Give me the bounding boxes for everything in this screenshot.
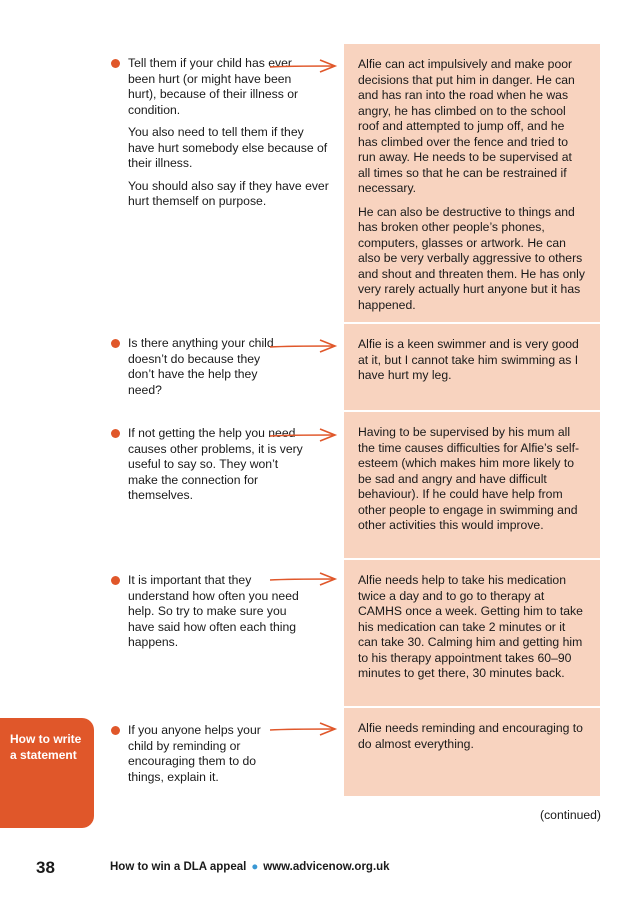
arrow-right-icon xyxy=(268,58,338,74)
bullet-icon xyxy=(111,576,120,585)
page-footer xyxy=(0,858,638,878)
example-paragraph: Alfie is a keen swimmer and is very good at it, but I cannot take him swimming as I have hurt my leg. xyxy=(358,337,579,382)
example-box xyxy=(344,708,600,796)
tip-text xyxy=(128,336,278,405)
arrow-right-icon xyxy=(268,721,338,737)
bullet-icon xyxy=(111,339,120,348)
tip-paragraph: It is important that they understand how often you need help. So try to make sure you have said how often each thing happens. xyxy=(128,573,299,649)
example-paragraph: Alfie needs reminding and encouraging to do almost everything. xyxy=(358,721,583,751)
example-box xyxy=(344,324,600,410)
tip-text xyxy=(128,723,278,792)
footer-url: www.advicenow.org.uk xyxy=(263,861,390,873)
bullet-icon xyxy=(111,59,120,68)
example-paragraph: Alfie needs help to take his medication twice a day and to go to therapy at CAMHS once a week. Getting him to take his medication can take 2 minutes or it can take 30. Calming him and getting him to his therapy appointment takes 60–90 minutes to get there, 30 minutes back. xyxy=(358,573,583,680)
tip-paragraph: If not getting the help you need causes other problems, it is very useful to say so. They won’t make the connection for themselves. xyxy=(128,426,303,502)
example-paragraph: Having to be supervised by his mum all the time causes difficulties for Alfie’s self-esteem (which makes him more likely to be sad and angry and have difficult behaviour). If he could have help from other people to engage in swimming and other activities this would improve. xyxy=(358,425,580,532)
page-number: 38 xyxy=(36,858,55,877)
tip-paragraph: You also need to tell them if they have hurt somebody else because of their illness. xyxy=(128,125,328,170)
tip-paragraph: You should also say if they have ever hurt themself on purpose. xyxy=(128,178,329,208)
bullet-icon xyxy=(111,726,120,735)
dot-separator-icon: ● xyxy=(251,861,259,873)
example-box xyxy=(344,560,600,706)
tip-paragraph: Is there anything your child doesn’t do because they don’t have the help they need? xyxy=(128,336,274,397)
arrow-right-icon xyxy=(268,571,338,587)
example-box xyxy=(344,412,600,558)
section-tab-line: a statement xyxy=(10,747,77,762)
footer-title: How to win a DLA appeal xyxy=(110,861,247,873)
arrow-right-icon xyxy=(268,338,338,354)
tip-paragraph: Tell them if your child has ever been hurt (or might have been hurt), because of their illness or condition. xyxy=(128,56,299,117)
continued-note: (continued) xyxy=(540,808,601,822)
section-tab-line: How to write xyxy=(10,732,82,746)
tip-paragraph: If you anyone helps your child by reminding or encouraging them to do things, explain it. xyxy=(128,723,261,784)
example-box xyxy=(344,44,600,322)
arrow-right-icon xyxy=(268,427,338,443)
section-tab-label xyxy=(10,732,81,763)
example-paragraph: Alfie can act impulsively and make poor decisions that put him in danger. He can and has ran into the road when he was angry, he has climbed on to the school roof and attempted to jump off, and he has climbed over the fence and tried to run away. He needs to be supervised at all times so that he can be restrained if necessary. xyxy=(358,57,575,195)
footer-text xyxy=(110,861,390,873)
bullet-icon xyxy=(111,429,120,438)
section-tab xyxy=(0,718,94,828)
tip-text xyxy=(128,56,333,217)
example-paragraph: He can also be destructive to things and has broken other people’s phones, computers, glasses or artwork. He can also be very verbally aggressive to others and shout and threaten them. He has only very rarely actually hurt anyone but it has happened. xyxy=(358,204,585,312)
